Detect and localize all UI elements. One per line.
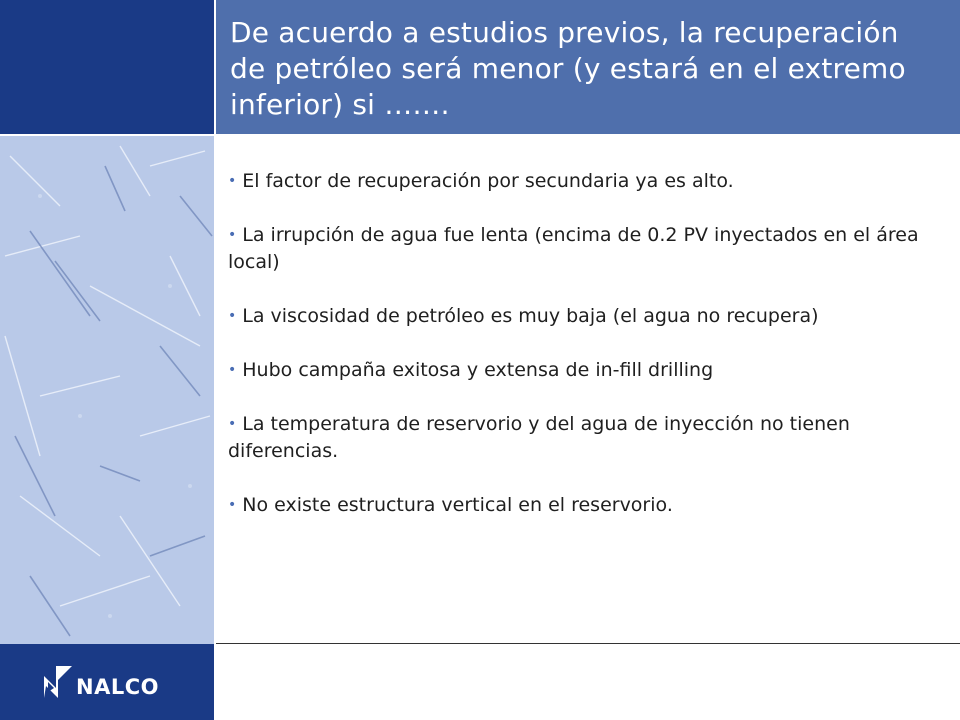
- bullet-item: [228, 357, 943, 384]
- bullet-item: [228, 303, 943, 330]
- corner-block: [0, 0, 214, 134]
- bullet-item: [228, 492, 943, 519]
- vertical-divider: [214, 134, 216, 720]
- bullet-text: El factor de recuperación por secundaria ya es alto.: [242, 170, 734, 192]
- bullet-dot-icon: •: [228, 173, 237, 189]
- title-bar: [214, 0, 960, 134]
- bullet-dot-icon: •: [228, 227, 237, 243]
- slide-title: De acuerdo a estudios previos, la recuperación de petróleo será menor (y estará en el extremo inferior) si …….: [230, 16, 906, 121]
- footer-divider: [216, 643, 960, 644]
- nalco-mark-icon: [42, 662, 74, 702]
- bullet-dot-icon: •: [228, 362, 237, 378]
- bullet-text: No existe estructura vertical en el reservorio.: [242, 494, 673, 516]
- bullet-list: [228, 168, 943, 546]
- bullet-dot-icon: •: [228, 416, 237, 432]
- bullet-text: La temperatura de reservorio y del agua de inyección no tienen diferencias.: [228, 413, 850, 462]
- bullet-text: Hubo campaña exitosa y extensa de in-fill drilling: [242, 359, 714, 381]
- bullet-dot-icon: •: [228, 308, 237, 324]
- bullet-text: La irrupción de agua fue lenta (encima de 0.2 PV inyectados en el área local): [228, 224, 919, 273]
- paper-texture: [0, 136, 214, 644]
- bullet-item: [228, 222, 943, 276]
- logo-wordmark: NALCO: [76, 675, 159, 699]
- bullet-item: [228, 411, 943, 465]
- bullet-item: [228, 168, 943, 195]
- logo-block: [0, 644, 214, 720]
- bullet-text: La viscosidad de petróleo es muy baja (el agua no recupera): [242, 305, 819, 327]
- texture-panel: [0, 136, 214, 644]
- bullet-dot-icon: •: [228, 497, 237, 513]
- nalco-logo: [42, 662, 182, 706]
